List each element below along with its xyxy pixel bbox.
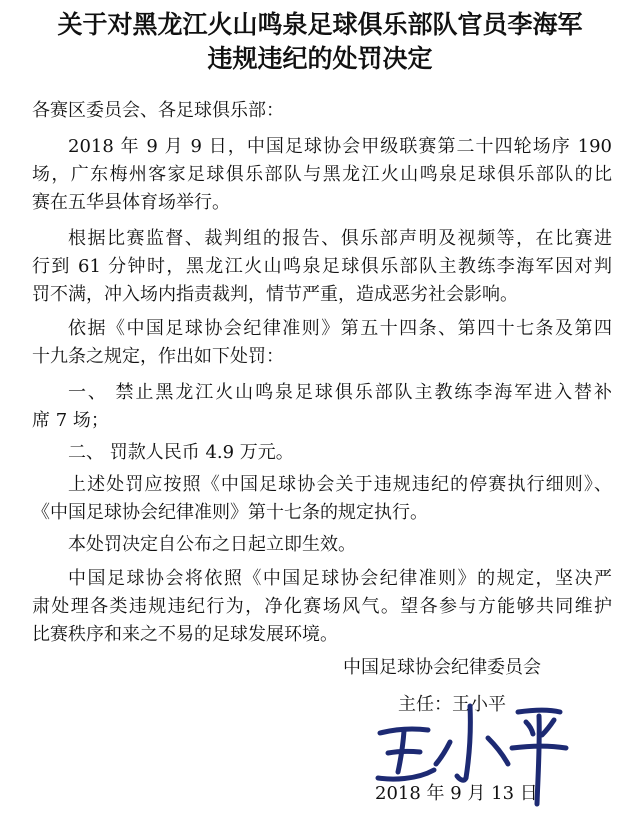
handwritten-signature <box>372 700 572 810</box>
penalty-item-1: 一、 禁止黑龙江火山鸣泉足球俱乐部队主教练李海军进入替补 <box>68 382 612 403</box>
issuing-organization: 中国足球协会纪律委员会 <box>343 657 541 678</box>
paragraph-line: 行到 61 分钟时，黑龙江火山鸣泉足球俱乐部队主教练李海军因对判 <box>32 256 612 277</box>
director-line: 主任：王小平 <box>398 694 506 715</box>
penalty-item-1-cont: 席 7 场； <box>32 410 109 431</box>
paragraph-line: 依据《中国足球协会纪律准则》第五十四条、第四十七条及第四 <box>68 318 612 339</box>
paragraph-line: 上述处罚应按照《中国足球协会关于违规违纪的停赛执行细则》、 <box>68 474 612 495</box>
paragraph-line: 场，广东梅州客家足球俱乐部队与黑龙江火山鸣泉足球俱乐部队的比 <box>32 164 612 185</box>
paragraph-line: 肃处理各类违规违纪行为，净化赛场风气。望各参与方能够共同维护 <box>32 596 612 617</box>
penalty-item-2: 二、 罚款人民币 4.9 万元。 <box>68 442 294 463</box>
document-title-line-1: 关于对黑龙江火山鸣泉足球俱乐部队官员李海军 <box>57 10 583 39</box>
paragraph-line: 《中国足球协会纪律准则》第十七条的规定执行。 <box>32 502 428 523</box>
paragraph-line: 比赛秩序和来之不易的足球发展环境。 <box>32 624 338 645</box>
salutation: 各赛区委员会、各足球俱乐部： <box>32 100 284 121</box>
paragraph-line: 十九条之规定，作出如下处罚： <box>32 346 284 367</box>
paragraph-line: 中国足球协会将依照《中国足球协会纪律准则》的规定，坚决严 <box>68 568 612 589</box>
paragraph-line: 赛在五华县体育场举行。 <box>32 192 230 213</box>
issue-date: 2018 年 9 月 13 日 <box>375 783 538 804</box>
paragraph-line: 2018 年 9 月 9 日，中国足球协会甲级联赛第二十四轮场序 190 <box>68 136 612 157</box>
paragraph-line: 根据比赛监督、裁判组的报告、俱乐部声明及视频等，在比赛进 <box>68 228 612 249</box>
document-title-line-2: 违规违纪的处罚决定 <box>207 44 433 73</box>
paragraph-line: 罚不满，冲入场内指责裁判，情节严重，造成恶劣社会影响。 <box>32 284 518 305</box>
paragraph-line: 本处罚决定自公布之日起立即生效。 <box>68 534 356 555</box>
